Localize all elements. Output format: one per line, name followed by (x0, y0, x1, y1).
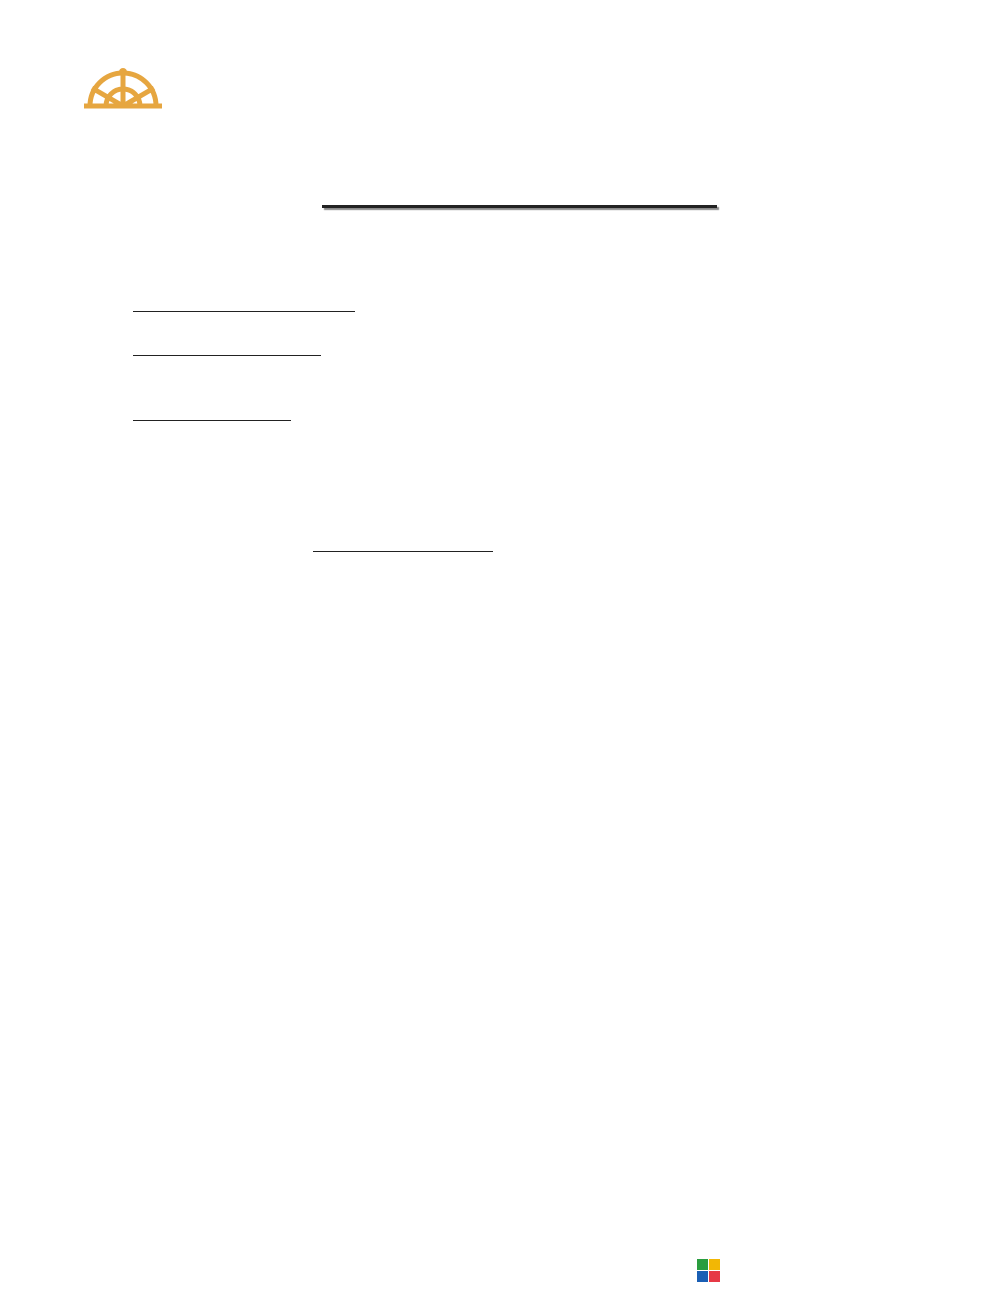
q1-item-a (121, 295, 355, 312)
q1-item-c (121, 404, 291, 421)
q1-item-b-answer-line[interactable] (133, 339, 321, 356)
q1-item-a-answer-line[interactable] (133, 295, 355, 312)
name-answer-line[interactable] (322, 205, 717, 208)
q1-item-c-answer-line[interactable] (133, 404, 291, 421)
ship-wheel-logo-icon (80, 68, 220, 128)
q1-item-b (121, 339, 321, 356)
q2-answer (313, 532, 493, 552)
q2-answer-line[interactable] (313, 532, 493, 552)
liveworksheets-logo-icon (697, 1259, 721, 1283)
